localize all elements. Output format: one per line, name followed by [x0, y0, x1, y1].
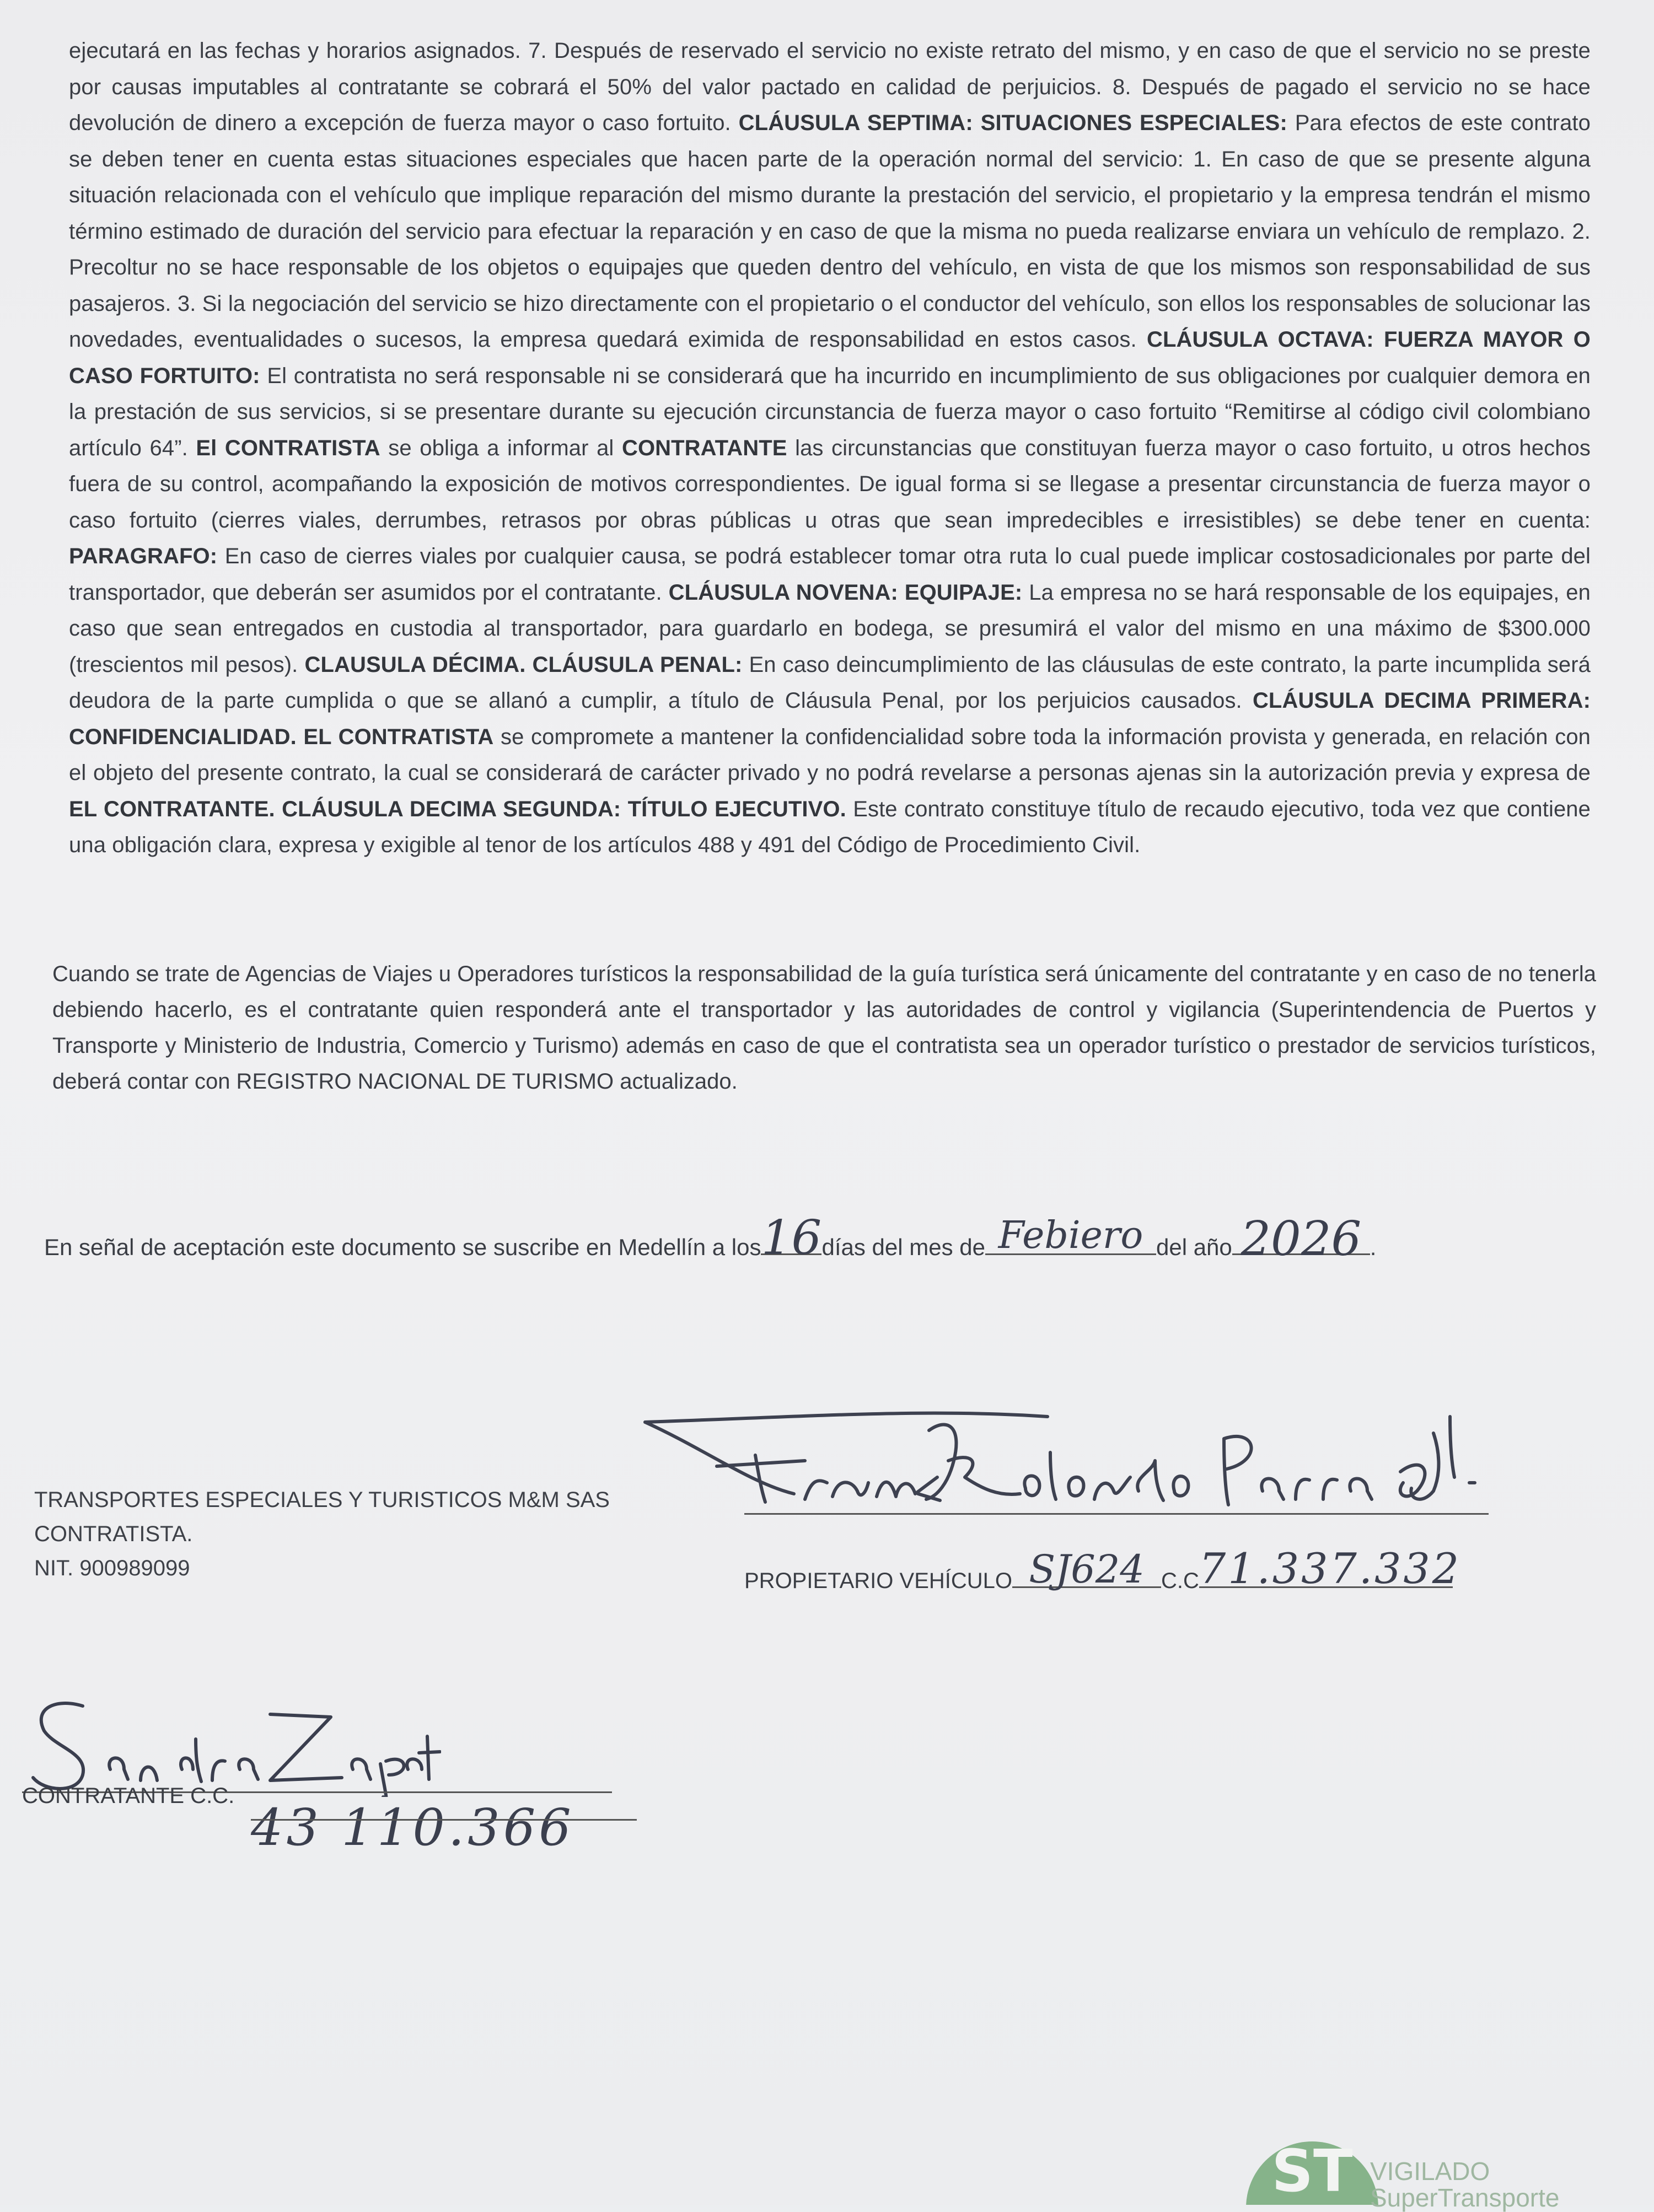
clause-7-body: Para efectos de este contrato se deben tener en cuenta estas situaciones especiales que hacen parte de la operación normal del servicio: 1. En caso de que se presente alguna situación relacionada con el vehículo que implique reparación del mismo durante la prestación del servicio, el propietario y la empresa tendrán el mismo término estimado de duración del servicio para efectuar la reparación y en caso de que la misma no pueda realizarse enviara un vehículo de remplazo. 2. Precoltur no se hace responsable de los objetos o equipajes que queden dentro del vehículo, en vista de que los mismos son responsabilidad de sus pasajeros. 3. Si la negociación del servicio se hizo directamente con el propietario o el conductor del vehículo, son ellos los responsables de solucionar las novedades, eventualidades o sucesos, la empresa quedará eximida de responsabilidad en estos casos. — [69, 111, 1591, 352]
month-handwritten: Febiero — [998, 1214, 1143, 1257]
owner-cc-field — [1199, 1544, 1462, 1593]
contractor-nit: NIT. 900989099 — [34, 1556, 190, 1580]
clause-8-body: El contratista no será responsable ni se considerará que ha incurrido en incumplimiento de sus obligaciones por cualquier demora en la prestación de sus servicios, si se presentare durante su ejecución circunstancia de fuerza mayor o caso fortuito “Remitirse al código civil colombiano artículo 64”. — [69, 363, 1591, 460]
owner-label: PROPIETARIO VEHÍCULO — [744, 1569, 1013, 1593]
paragrafo-heading: PARAGRAFO: — [69, 544, 218, 568]
day-field — [761, 1210, 822, 1266]
clause-6-end: ejecutará en las fechas y horarios asignados. 7. Después de reservado el servicio no existe retrato del mismo, y en caso de que el servicio no se preste por causas imputables al contratante se cobrará el 50% del valor pactado en calidad de perjuicios. 8. Después de pagado el servicio no se hace devolución de dinero a excepción de fuerza mayor o caso fortuito. — [69, 39, 1591, 135]
clause-8-heading: CLÁUSULA OCTAVA: FUERZA MAYOR O CASO FORTUITO: — [69, 327, 1591, 388]
acceptance-period: . — [1370, 1234, 1377, 1260]
acceptance-line — [44, 1210, 1588, 1267]
bold-contratista: El CONTRATISTA — [196, 435, 380, 460]
clause-11-heading: CLÁUSULA DECIMA PRIMERA: CONFIDENCIALIDAD. EL CONTRATISTA — [69, 688, 1591, 749]
clause-12-body: Este contrato constituye título de recaudo ejecutivo, toda vez que contiene una obligación clara, expresa y exigible al tenor de los artículos 488 y 491 del Código de Procedimiento Civil. — [69, 796, 1591, 857]
contract-clauses — [69, 33, 1591, 864]
year-field — [1232, 1212, 1370, 1267]
contracting-cc-handwritten: 43 110.366 — [251, 1798, 574, 1857]
clause-8-body-2: se obliga a informar al — [388, 435, 614, 460]
month-field — [985, 1214, 1156, 1257]
bold-contratante: CONTRATANTE — [621, 435, 787, 460]
vehicle-field — [1012, 1547, 1161, 1592]
stamp-text — [1370, 2158, 1559, 2211]
paragrafo-body: En caso de cierres viales por cualquier causa, se podrá establecer tomar otra ruta lo cual puede implicar costosadicionales por parte del transportador, que deberán ser asumidos por el contratante. — [69, 544, 1591, 605]
clause-9-body: La empresa no se hará responsable de los equipajes, en caso que sean entregados en custodia al transportador, para guardarlo en bodega, se presumirá el valor del mismo en una máximo de $300.000 (trescientos mil pesos). — [69, 580, 1591, 677]
acceptance-mid: días del mes de — [821, 1234, 985, 1260]
contractor-company: TRANSPORTES ESPECIALES Y TURISTICOS M&M SAS — [34, 1488, 610, 1512]
year-handwritten: 2026 — [1240, 1212, 1362, 1267]
clause-12-heading: EL CONTRATANTE. CLÁUSULA DECIMA SEGUNDA: TÍTULO EJECUTIVO. — [69, 796, 846, 821]
owner-label-line — [744, 1544, 1462, 1594]
stamp-initials: ST — [1271, 2138, 1353, 2205]
vehicle-handwritten: SJ624 — [1029, 1547, 1145, 1592]
clause-11-body: se compromete a mantener la confidencialidad sobre toda la información provista y generada, en relación con el objeto del presente contrato, la cual se considerará de carácter privado y no podrá revelarse a personas ajenas sin la autorización previa y expresa de — [69, 724, 1591, 785]
day-handwritten: 16 — [761, 1210, 822, 1266]
stamp-line-2: SuperTransporte — [1370, 2183, 1560, 2212]
stamp-line-1: VIGILADO — [1370, 2157, 1490, 2186]
owner-cc-label: C.C — [1161, 1569, 1199, 1593]
year-label: del año — [1156, 1234, 1232, 1260]
contracting-label: CONTRATANTE C.C. — [22, 1784, 235, 1808]
clause-9-heading: CLÁUSULA NOVENA: EQUIPAJE: — [668, 580, 1023, 605]
clause-10-heading: CLAUSULA DÉCIMA. CLÁUSULA PENAL: — [304, 652, 743, 677]
contracting-cc-line — [251, 1819, 637, 1821]
acceptance-prefix: En señal de aceptación este documento se suscribe en Medellín a los — [44, 1234, 761, 1260]
clause-8-body-3: las circunstancias que constituyan fuerza mayor o caso fortuito, u otros hechos fuera de su control, acompañando la exposición de motivos correspondientes. De igual forma si se llegase a presentar circunstancia de fuerza mayor o caso fortuito (cierres viales, derrumbes, retrasos por obras públicas u otras que sean impredecibles e irresistibles) se debe tener en cuenta: — [69, 435, 1591, 532]
contractor-role: CONTRATISTA. — [34, 1522, 193, 1546]
contracting-signature — [22, 1687, 441, 1797]
agencies-paragraph: Cuando se trate de Agencias de Viajes u Operadores turísticos la responsabilidad de la guía turística será únicamente del contratante y en caso de no tenerla debiendo hacerlo, es el contratante quien responderá ante el transportador y las autoridades de control y vigilancia (Superintendencia de Puertos y Transporte y Ministerio de Industria, Comercio y Turismo) además en caso de que el contratista sea un operador turístico o prestador de servicios turísticos, deberá contar con REGISTRO NACIONAL DE TURISMO actualizado. — [52, 962, 1596, 1094]
clause-10-body: En caso deincumplimiento de las cláusulas de este contrato, la parte incumplida será deudora de la parte cumplida o que se allanó a cumplir, a título de Cláusula Penal, por los perjuicios causados. — [69, 652, 1591, 713]
owner-signature-line — [744, 1513, 1489, 1515]
owner-signature — [640, 1400, 1500, 1527]
contractor-block — [34, 1483, 610, 1585]
contracting-cc-field — [251, 1800, 637, 1860]
clause-7-heading: CLÁUSULA SEPTIMA: SITUACIONES ESPECIALES: — [738, 111, 1287, 135]
owner-cc-handwritten: 71.337.332 — [1199, 1544, 1462, 1593]
